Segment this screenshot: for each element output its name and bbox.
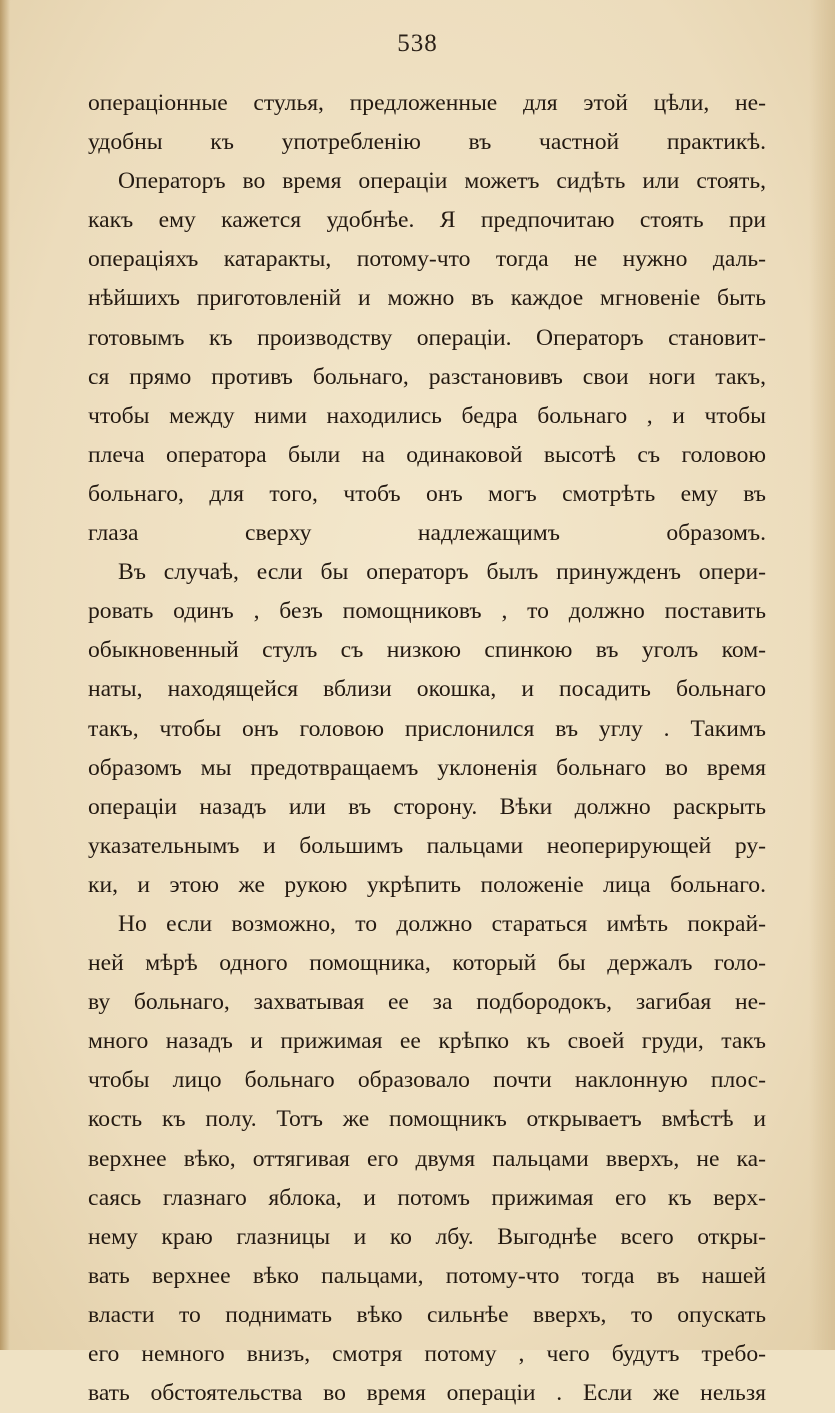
- page-number: 538: [397, 30, 438, 57]
- text-line: глаза сверху надлежащимъ образомъ.: [88, 520, 766, 547]
- text-line: Но если возможно, то должно стараться имѣть покрай-: [118, 910, 766, 937]
- text-line: указательнымъ и большимъ пальцами неоперирующей ру-: [88, 832, 766, 859]
- text-line: операціяхъ катаракты, потому-что тогда не нужно даль-: [88, 246, 766, 273]
- text-line: обыкновенный стулъ съ низкою спинкою въ уголъ ком-: [88, 637, 766, 664]
- text-line: нѣйшихъ приготовленій и можно въ каждое мгновеніе быть: [88, 285, 766, 312]
- text-line: власти то поднимать вѣко сильнѣе вверхъ, то опускать: [88, 1301, 766, 1328]
- text-line: много назадъ и прижимая ее крѣпко къ своей груди, такъ: [88, 1028, 766, 1055]
- text-line: удобны къ употребленію въ частной практикѣ.: [88, 129, 766, 156]
- text-line: верхнее вѣко, оттягивая его двумя пальцами вверхъ, не ка-: [88, 1145, 766, 1172]
- text-line: Операторъ во время операціи можетъ сидѣть или стоять,: [118, 168, 766, 195]
- text-line: операціонные стулья, предложенные для этой цѣли, не-: [88, 90, 766, 116]
- text-line: больнаго, для того, чтобъ онъ могъ смотрѣть ему въ: [88, 480, 766, 507]
- text-line: саясь глазнаго яблока, и потомъ прижимая его къ верх-: [88, 1184, 766, 1211]
- text-line: ней мѣрѣ одного помощника, который бы держалъ голо-: [88, 950, 766, 977]
- text-line: плеча оператора были на одинаковой высотѣ съ головою: [88, 441, 766, 468]
- text-line: вать обстоятельства во время операціи . Если же нельзя: [88, 1380, 766, 1407]
- text-line: операціи назадъ или въ сторону. Вѣки должно раскрыть: [88, 793, 766, 820]
- text-line: чтобы между ними находились бедра больнаго , и чтобы: [88, 402, 766, 429]
- text-line: такъ, чтобы онъ головою прислонился въ углу . Такимъ: [88, 715, 766, 742]
- text-line: ки, и этою же рукою укрѣпить положеніе лица больнаго.: [88, 871, 766, 898]
- text-line: ся прямо противъ больнаго, разстановивъ свои ноги такъ,: [88, 363, 766, 390]
- text-line: ву больнаго, захватывая ее за подбородокъ, загибая не-: [88, 989, 766, 1016]
- text-line: его немного внизъ, смотря потому , чего будутъ требо-: [88, 1341, 766, 1367]
- text-line: готовымъ къ производству операціи. Операторъ становит-: [88, 324, 766, 351]
- text-line: нему краю глазницы и ко лбу. Выгоднѣе всего откры-: [88, 1223, 766, 1250]
- text-line: ровать одинъ , безъ помощниковъ , то должно поставить: [88, 598, 766, 625]
- text-line: Въ случаѣ, если бы операторъ былъ принужденъ опери-: [118, 559, 766, 586]
- text-line: какъ ему кажется удобнѣе. Я предпочитаю стоять при: [88, 207, 766, 234]
- text-line: кость къ полу. Тотъ же помощникъ открываетъ вмѣстѣ и: [88, 1106, 766, 1133]
- text-line: вать верхнее вѣко пальцами, потому-что тогда въ нашей: [88, 1262, 766, 1289]
- text-line: образомъ мы предотвращаемъ уклоненія больнаго во время: [88, 754, 766, 781]
- page-left-edge-shadow: [0, 0, 10, 1350]
- page-right-edge-shadow: [809, 0, 835, 1350]
- text-line: наты, находящейся вблизи окошка, и посадить больнаго: [88, 676, 766, 703]
- body-text: [88, 84, 766, 1413]
- text-line: чтобы лицо больнаго образовало почти наклонную плос-: [88, 1067, 766, 1094]
